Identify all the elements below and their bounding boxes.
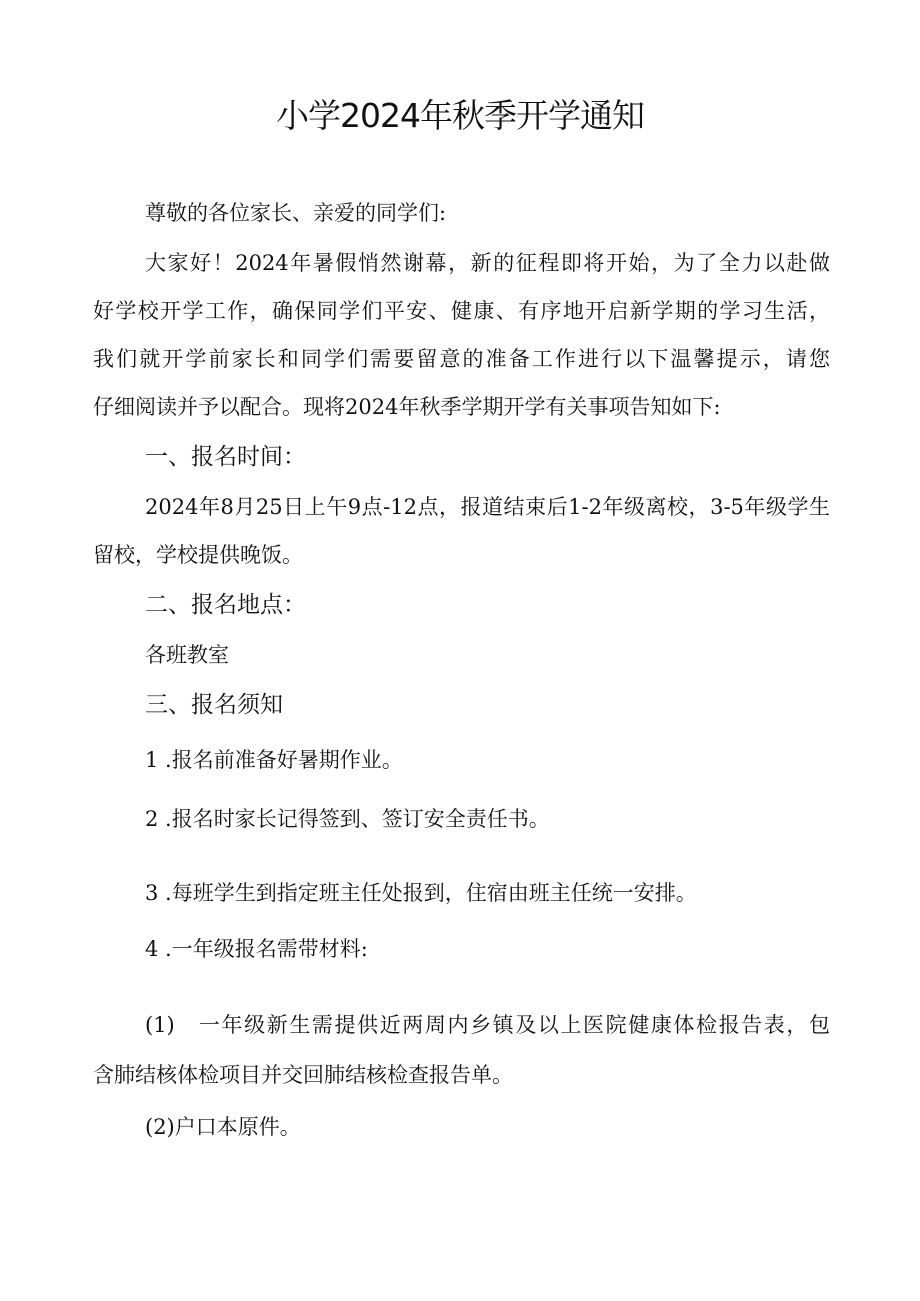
intro-line-2: 好学校开学工作，确保同学们平安、健康、有序地开启新学期的学习生活， bbox=[93, 299, 830, 323]
intro-line-3: 我们就开学前家长和同学们需要留意的准备工作进行以下温馨提示，请您 bbox=[93, 347, 830, 371]
section-heading-time: 一、报名时间： bbox=[145, 444, 306, 470]
section-heading-notes: 三、报名须知 bbox=[145, 692, 283, 718]
materials-item-1-line-2: 含肺结核体检项目并交回肺结核检查报告单。 bbox=[93, 1063, 513, 1087]
materials-item-1-line-1: (1) 一年级新生需提供近两周内乡镇及以上医院健康体检报告表，包 bbox=[145, 1013, 830, 1037]
section-heading-location: 二、报名地点： bbox=[145, 592, 306, 618]
notes-item-3: 3 .每班学生到指定班主任处报到，住宿由班主任统一安排。 bbox=[145, 881, 697, 905]
notes-item-1: 1 .报名前准备好暑期作业。 bbox=[145, 748, 403, 772]
salutation: 尊敬的各位家长、亲爱的同学们: bbox=[145, 201, 447, 225]
time-line-2: 留校，学校提供晚饭。 bbox=[93, 543, 303, 567]
notes-item-2: 2 .报名时家长记得签到、签订安全责任书。 bbox=[145, 807, 550, 831]
intro-line-1: 大家好！2024年暑假悄然谢幕，新的征程即将开始，为了全力以赴做 bbox=[145, 251, 830, 275]
materials-item-2: (2)户口本原件。 bbox=[145, 1115, 301, 1139]
document-title: 小学2024年秋季开学通知 bbox=[276, 96, 644, 135]
intro-line-4: 仔细阅读并予以配合。现将2024年秋季学期开学有关事项告知如下: bbox=[93, 395, 721, 419]
location-text: 各班教室 bbox=[145, 643, 229, 667]
notes-item-4: 4 .一年级报名需带材料: bbox=[145, 937, 368, 961]
time-line-1: 2024年8月25日上午9点-12点，报道结束后1-2年级离校，3-5年级学生 bbox=[145, 495, 830, 519]
